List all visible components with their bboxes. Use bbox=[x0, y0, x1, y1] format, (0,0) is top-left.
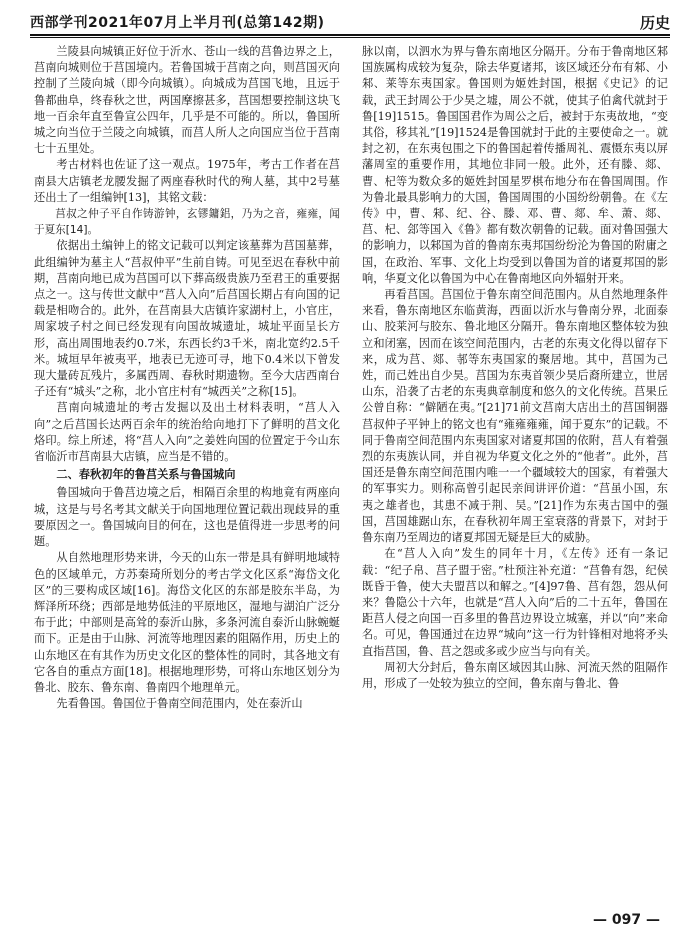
paragraph: 鲁国城向于鲁莒边境之后，相隔百余里的构地竟有两座向城，这是与号名考其文献关于向国地理位置记载出现歧异的重要原因之一。鲁国城向目的何在，这也是值得进一步思考的问题。 bbox=[34, 486, 340, 549]
page-header bbox=[30, 8, 670, 36]
right-column bbox=[362, 44, 668, 894]
left-column bbox=[34, 44, 340, 894]
page-number: — 097 — bbox=[593, 912, 660, 928]
paragraph: 脉以南，以泗水为界与鲁东南地区分隔开。分布于鲁南地区邾国族属构成较为复杂，除去华夏诸邦，该区域还分布有邾、小邾、莱等东夷国家。鲁国则为姬姓封国，根据《史记》的记载，武王封周公于少昊之墟，周公不就，使其子伯禽代就封于鲁[19]1515。鲁国国君作为周公之后，被封于东夷故地，“变其俗，移其礼”[19]1524是鲁国就封于此的主要使命之一。就封之初，在东夷包围之下的鲁国起着传播周礼、震慑东夷以屏藩周室的重要作用，其地位非同一般。此外，还有滕、郯、曹、杞等为数众多的姬姓封国星罗棋布地分布在鲁国周围。作为鲁北最具影响力的大国，鲁国周围的小国纷纷朝鲁。在《左传》中，曹、邾、纪、谷、滕、邓、曹、郯、牟、萧、郯、莒、杞、郐等国入《鲁》都有数次朝鲁的记载。面对鲁国强大的影响力，以邾国为首的鲁南东夷邦国纷纷沦为鲁国的附庸之国，在政治、军事、文化上均受到以鲁国为首的诸夏邦国的影响，华夏文化以鲁国为中心在鲁南地区向外辐射开来。 bbox=[362, 45, 668, 285]
header-rule-thin bbox=[30, 37, 670, 38]
paragraph: 依据出土编钟上的铭文记载可以判定该墓葬为莒国墓葬，此组编钟为墓主人“莒叔仲平”生前自铸。可见至迟在春秋中前期，莒南向地已成为莒国可以下葬高级贵族乃至君王的重要据点之一。这与传世文献中“莒人入向”后莒国长期占有向国的记载是相吻合的。此外，在莒南县大店镇许家湖村上，小官庄，周家坡子村之间已经发现有向国故城遗址，城址平面呈长方形，高出周围地表约0.7米，东西长约3千米，南北宽约2.5千米。城垣早年被夷平，地表已无迹可寻，地下0.4米以下曾发现大量砖瓦残片，多属西周、春秋时期遗物。至今大店西南台子还有“城头”之称，北小官庄村有“城西关”之称[15]。 bbox=[34, 239, 340, 399]
header-rule bbox=[30, 34, 670, 36]
paragraph: 兰陵县向城镇正好位于沂水、苍山一线的莒鲁边界之上，莒南向城则位于莒国境内。若鲁国城于莒南之向，则莒国灭向控制了兰陵向城（即今向城镇）。向城成为莒国飞地，且远于鲁都曲阜，终春秋之世，两国摩擦甚多，莒国想要控制这块飞地一百余年直至鲁宣公四年，几乎是不可能的。所以，鲁国所城之向当位于兰陵之向城镇，而莒人所人之向国应当位于莒南七十五里处。 bbox=[34, 45, 340, 156]
paragraph: 莒南向城遗址的考古发掘以及出土材料表明，“莒人入向”之后莒国长达两百余年的统治给向地打下了鲜明的莒文化烙印。综上所述，将“莒人入向”之姜姓向国的位置定于今山东省临沂市莒南县大店镇，应当是不错的。 bbox=[34, 401, 340, 464]
paragraph: 在“莒人入向”发生的同年十月，《左传》还有一条记载：“纪子帛、莒子盟于密。”杜预注补充道：“莒鲁有怨，纪侯既昏于鲁，使大夫盟莒以和解之。”[4]97鲁、莒有怨，怨从何来？鲁隐公十六年，也就是“莒人入向”后的二十五年，鲁国在距莒人侵之向国一百多里的鲁莒边界设立城塞，并以“向”来命名。可见，鲁国通过在边界“城向”这一行为针锋相对地将矛头直指莒国，鲁、莒之怨或多或少应当与向有关。 bbox=[362, 547, 668, 658]
paragraph: 再看莒国。莒国位于鲁东南空间范围内。从自然地理条件来看，鲁东南地区东临黄海，西面以沂水与鲁南分界，北面泰山、胶莱河与胶东、鲁北地区分隔开。鲁东南地区整体较为独立和闭塞，因而在该空间范围内，古老的东夷文化得以留存下来，成为莒、郯、邿等东夷国家的聚居地。其中，莒国为己姓，而己姓出自少昊。莒国为东夷首领少昊后裔所建立，世居山东，沿袭了古老的东夷典章制度和悠久的文化传统。莒果丘公曾自称：“僻陋在夷。”[21]71前文莒南大店出土的莒国铜器莒叔仲子平钟上的铭文也有“雍雍雍雍，闻于夏东”的记载。不同于鲁南空间范围内东夷国家对诸夏邦国的依附，莒人有着强烈的东夷族认同，并自视为华夏文化之外的“他者”。此外，莒国还是鲁东南空间范围内唯一一个疆域较大的国家，有着强大的军事实力。则称高曾引起民亲间讲评价道：“莒虽小国，东夷之雄者也，其患不减于荆、吴。”[21]作为东夷古国中的强国，莒国雄踞山东，在春秋初年周王室衰落的背景下，对封于鲁东南乃至周边的诸夏邦国无疑是巨大的威胁。 bbox=[362, 288, 668, 545]
paragraph: 考古材料也佐证了这一观点。1975年，考古工作者在莒南县大店镇老龙腰发掘了两座春秋时代的殉人墓，其中2号墓还出土了一组编钟[13]，其铭文载： bbox=[34, 158, 340, 204]
section-heading: 二、春秋初年的鲁莒关系与鲁国城向 bbox=[56, 468, 236, 482]
section-title: 历史 bbox=[639, 14, 670, 32]
journal-title: 西部学刊2021年07月上半月刊(总第142期) bbox=[30, 15, 325, 31]
paragraph: 从自然地理形势来讲，今天的山东一带是具有鲜明地域特色的区域单元，方苏秦琦所划分的考古学文化区系“海岱文化区”的三要构成区域[16]。海岱文化区的东部是胶东半岛，为辉泽所环绕；西部是地势低洼的平原地区，湿地与湖泊广泛分布于此；中部则是高耸的泰沂山脉，多条河流自泰沂山脉蜿蜒而下。正是由于山脉、河流等地理因素的阻隔作用，历史上的山东地区在有其作为历史文化区的整体性的同时，其各地文有它各自的重点方面[18]。根据地理形势，可将山东地区划分为鲁北、胶东、鲁东南、鲁南四个地理单元。 bbox=[34, 551, 340, 694]
paragraph: 周初大分封后，鲁东南区域因其山脉、河流天然的阻隔作用，形成了一处较为独立的空间，鲁东南与鲁北、鲁 bbox=[362, 660, 668, 690]
inscription-quote: 莒叔之仲子平自作铸游钟，玄镠鏞鋁，乃为之音，雍雍，闻于夏东[14]。 bbox=[34, 208, 340, 237]
paragraph: 先看鲁国。鲁国位于鲁南空间范围内，处在泰沂山 bbox=[56, 697, 303, 711]
